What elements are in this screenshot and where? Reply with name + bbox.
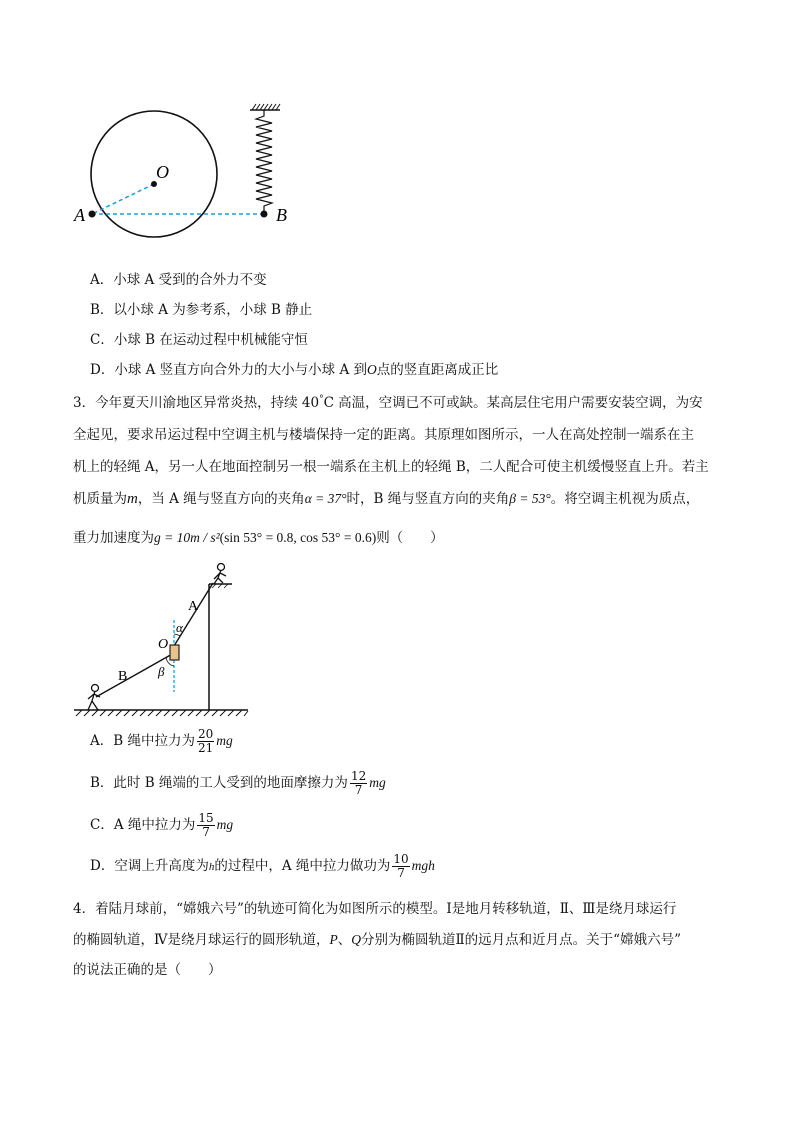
q3-opt-a-num: 20 [197, 727, 214, 741]
ground-worker-icon [88, 685, 100, 711]
q3-l4-m: m [127, 491, 138, 507]
q4-line-1: 4．着陆月球前，“嫦娥六号”的轨迹可简化为如图所示的模型。Ⅰ是地月转移轨道，Ⅱ、Ⅲ是绕月球运行 [73, 901, 677, 917]
q3-opt-a-den: 21 [197, 741, 214, 755]
q2-option-b: B．以小球 A 为参考系，小球 B 静止 [90, 302, 313, 318]
q4-l2-sep: 、 [337, 932, 352, 948]
label-beta: β [158, 664, 165, 679]
q3-l5-a: 重力加速度为 [73, 530, 154, 546]
q3-opt-a-pre: A．B 绳中拉力为 [90, 733, 195, 749]
ac-unit-box [170, 645, 179, 660]
q3-opt-c-pre: C．A 绳中拉力为 [90, 817, 196, 833]
circle-spring-figure [70, 100, 300, 250]
q3-l5-paren: (sin 53° = 0.8, cos 53° = 0.6) [219, 530, 377, 545]
q3-line-2: 全起见，要求吊运过程中空调主机与楼墙保持一定的距离。其原理如图所示，一人在高处控制一端系在主 [73, 427, 694, 443]
q3-opt-d-frac [392, 853, 409, 880]
q2-option-d-pre: D．小球 A 竖直方向合外力的大小与小球 A 到 [90, 362, 367, 378]
q3-l5-g: g = 10m / s² [154, 530, 220, 545]
q3-l1-post: C 高温，空调已不可或缺。某高层住宅用户需要安装空调，为安 [323, 395, 703, 411]
q3-opt-a-unit: mg [216, 733, 233, 748]
q3-opt-d-pre: D．空调上升高度为 [90, 858, 209, 874]
q3-opt-d-num: 10 [393, 852, 409, 866]
label-a: A [74, 205, 85, 225]
q3-opt-d-unit: mgh [411, 858, 435, 873]
q4-l2-p: P [329, 932, 338, 947]
q3-opt-d-den: 7 [397, 866, 405, 880]
spring [256, 110, 272, 214]
q3-l4-b: ，当 A 绳与竖直方向的夹角 [137, 491, 305, 507]
q3-opt-c-unit: mg [216, 817, 234, 832]
q3-l1-pre: 3．今年夏天川渝地区异常炎热，持续 40 [73, 395, 320, 411]
q4-line-3: 的说法正确的是（ ） [73, 962, 222, 978]
q3-opt-c-frac [197, 812, 214, 839]
label-o: O [158, 637, 169, 652]
rope-a [174, 583, 213, 646]
q2-option-d-post: 点的竖直距离成正比 [376, 362, 499, 378]
q3-opt-c-den: 7 [202, 825, 210, 839]
label-b: B [276, 205, 287, 225]
q3-l5-b: 则（ ） [376, 530, 444, 546]
rope-hoist-figure [70, 560, 260, 720]
label-rope-b: B [118, 669, 128, 684]
label-rope-a: A [188, 599, 199, 614]
q3-l4-alpha: α = 37° [304, 491, 347, 506]
label-o: O [156, 162, 169, 182]
q4-l2-b: 分别为椭圆轨道Ⅱ的远月点和近月点。关于“嫦娥六号” [361, 932, 681, 948]
q3-l4-beta: β = 53° [509, 491, 551, 506]
q3-option-d [90, 852, 435, 881]
label-alpha: α [176, 620, 183, 635]
q3-l4-a: 机质量为 [73, 491, 127, 507]
ceiling-hatch [252, 104, 280, 110]
circle-track [91, 111, 217, 237]
q4-l2-a: 的椭圆轨道，Ⅳ是绕月球运行的圆形轨道， [73, 932, 330, 948]
ground-hatch [76, 710, 248, 716]
q3-opt-d-h: h [208, 861, 215, 873]
q3-l4-d: 。将空调主机视为质点， [550, 491, 700, 507]
q4-line-2 [73, 928, 681, 948]
q3-option-c [90, 811, 233, 839]
q3-opt-a-frac [197, 728, 214, 755]
dashed-radius-oa [92, 184, 154, 214]
q2-option-d [90, 358, 498, 378]
q3-opt-b-den: 7 [354, 783, 363, 797]
q3-option-b [90, 769, 386, 797]
q3-opt-b-frac [350, 770, 367, 797]
q3-opt-c-num: 15 [198, 811, 214, 825]
q3-opt-d-mid: 的过程中，A 绳中拉力做功为 [214, 858, 391, 874]
q3-line-4 [73, 487, 699, 508]
q4-l2-q: Q [351, 932, 361, 947]
q3-opt-b-unit: mg [369, 775, 386, 790]
q3-option-a [90, 727, 233, 755]
q3-line-5 [73, 526, 444, 546]
q2-option-c: C．小球 B 在运动过程中机械能守恒 [90, 332, 308, 348]
q3-line-1 [73, 391, 703, 411]
q3-opt-b-num: 12 [350, 769, 367, 783]
ball-a [89, 211, 96, 218]
q3-opt-b-pre: B．此时 B 绳端的工人受到的地面摩擦力为 [90, 775, 348, 791]
q3-l4-c: 时，B 绳与竖直方向的夹角 [346, 491, 510, 507]
q3-line-3: 机上的轻绳 A，另一人在地面控制另一根一端系在主机上的轻绳 B，二人配合可使主机缓慢竖直上升。若主 [73, 459, 709, 475]
q2-option-a: A．小球 A 受到的合外力不变 [90, 272, 267, 288]
q3-l1-deg: ° [319, 394, 324, 405]
top-worker-icon [214, 564, 226, 585]
q2-option-d-o: O [367, 362, 377, 377]
